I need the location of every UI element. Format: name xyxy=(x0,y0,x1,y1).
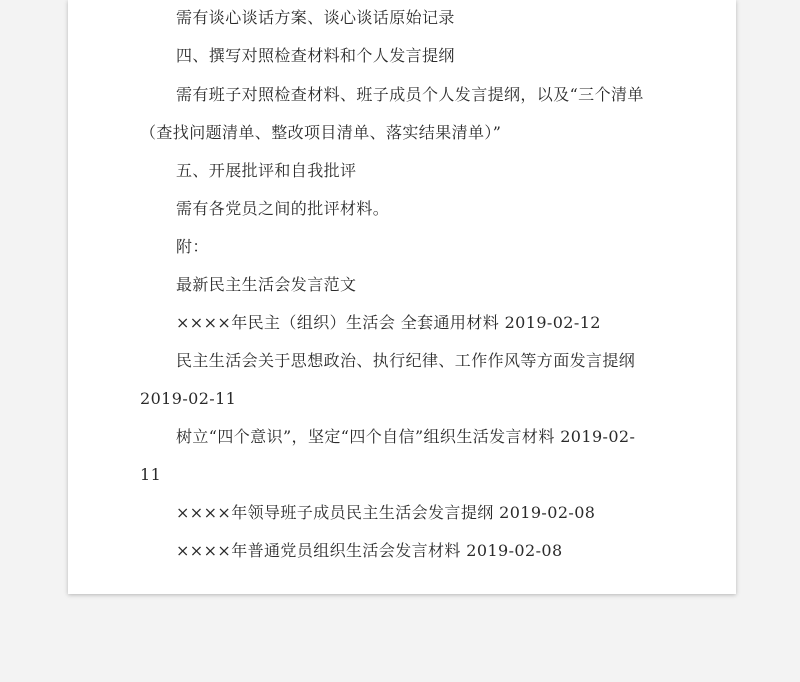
appendix-label: 附： xyxy=(176,237,209,256)
text-line: 需有班子对照检查材料、班子成员个人发言提纲，以及“三个清单 xyxy=(176,85,644,104)
appendix-item: ××××年民主（组织）生活会 全套通用材料 2019-02-12 xyxy=(176,313,601,332)
appendix-item-date: 11 xyxy=(140,465,162,484)
document-page xyxy=(68,0,736,594)
text-line: 需有谈心谈话方案、谈心谈话原始记录 xyxy=(176,8,455,27)
appendix-item: 民主生活会关于思想政治、执行纪律、工作作风等方面发言提纲 xyxy=(176,351,636,370)
text-line: （查找问题清单、整改项目清单、落实结果清单）” xyxy=(140,123,502,142)
appendix-item-date: 2019-02-11 xyxy=(140,389,237,408)
text-line: 需有各党员之间的批评材料。 xyxy=(176,199,390,218)
appendix-item: 树立“四个意识”，坚定“四个自信”组织生活发言材料 2019-02- xyxy=(176,427,636,446)
appendix-item: ××××年领导班子成员民主生活会发言提纲 2019-02-08 xyxy=(176,503,596,522)
appendix-item: ××××年普通党员组织生活会发言材料 2019-02-08 xyxy=(176,541,563,560)
section-heading: 五、开展批评和自我批评 xyxy=(176,161,357,180)
appendix-title: 最新民主生活会发言范文 xyxy=(176,275,357,294)
section-heading: 四、撰写对照检查材料和个人发言提纲 xyxy=(176,46,455,65)
